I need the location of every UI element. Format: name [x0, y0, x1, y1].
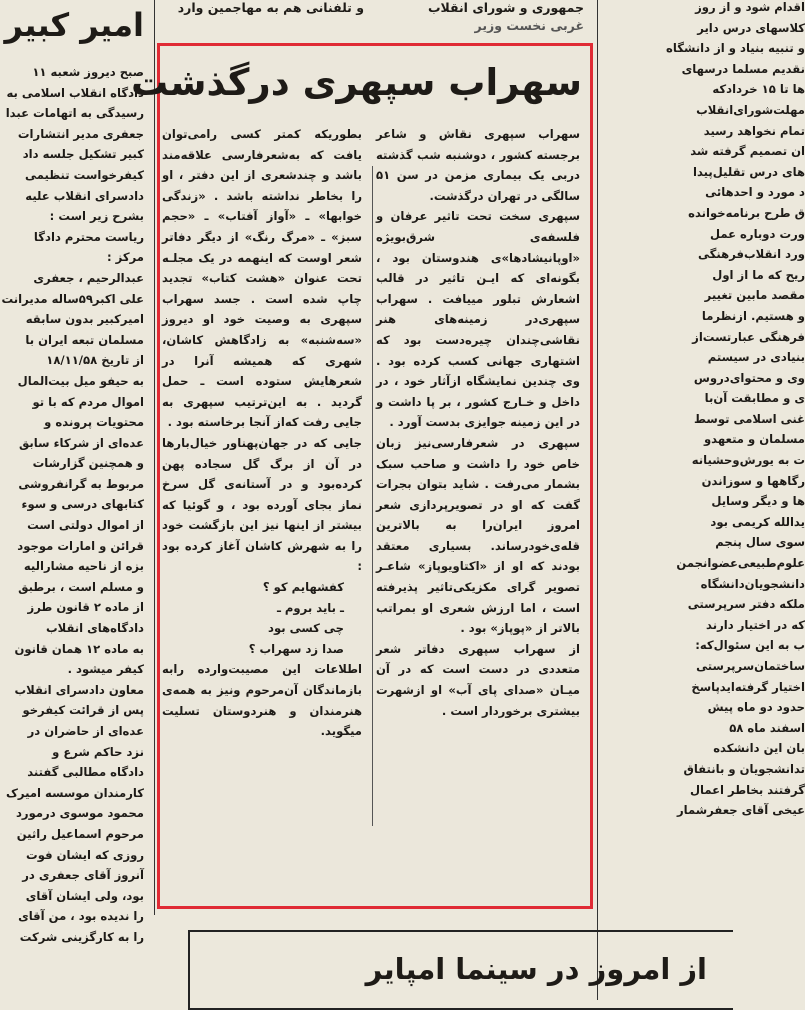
left-column-line: به حیفو میل بیت‌المال: [17, 373, 144, 388]
top-strip-line2: و تلفنانی هم به مهاجمین وارد: [177, 0, 364, 15]
article-headline: سهراب سپهری درگذشت: [130, 61, 582, 104]
right-column-line: عیخی آقای جعفرشمار: [676, 803, 805, 818]
right-column-line: دانشجویان‌دانشگاه: [700, 576, 805, 591]
right-column-line: ها تا ۱۵ خردادکه: [712, 82, 805, 97]
left-column-line: عده‌ای از حاضران در: [27, 724, 144, 738]
right-column-line: ریح که ما از اول: [712, 267, 805, 282]
right-column-line: وی و محتوای‌دروس: [693, 370, 805, 385]
right-column-line: فرهنگی عبارتست‌از: [692, 329, 805, 344]
left-column-line: عبدالرحیم ، جعفری: [33, 270, 144, 285]
cinema-ad-text: از امروز در سینما امپایر: [365, 952, 707, 986]
right-column-line: ساختمان‌سرپرستی: [696, 659, 805, 673]
left-column-line: محتویات پرونده و: [44, 415, 144, 430]
right-column-line: علوم‌طبیعی‌عضو‌انجمن: [676, 556, 805, 571]
left-column-line: کتابهای درسی و سوء: [21, 497, 144, 512]
left-column-line: به ماده ۱۲ همان قانون: [14, 641, 144, 656]
top-strip-line1: جمهوری و شورای انقلاب: [427, 0, 584, 15]
right-column-line: تمام نخواهد رسید: [703, 123, 805, 138]
left-column-line: را ندیده بود ، من آقای: [18, 909, 144, 924]
left-column-line: امیرکبیر بدون سابقه: [25, 312, 144, 327]
left-column-line: دادسرای انقلاب علیه: [25, 188, 144, 203]
left-column-line: مرحوم اسماعیل راثین: [16, 826, 144, 841]
right-column-line: اسفند ماه ۵۸: [729, 720, 805, 735]
right-column-line: ت به یورش‌وحشیانه: [691, 453, 805, 468]
cinema-ad: [188, 930, 733, 1010]
left-column-body: [0, 62, 144, 948]
article-paragraph: سهراب سپهری نقاش و شاعر برجسته کشور ، دوشنبه شب گذشته دربی یک بیماری مزمن در سن ۵۱ سالگی در تهران درگذشت.: [376, 127, 580, 203]
left-column-line: از اموال دولتی است: [27, 518, 144, 533]
right-column-line: رگاهها و سوزاندن: [701, 473, 805, 488]
left-column-line: ریاست محترم دادگا: [33, 229, 144, 244]
left-column-line: اموال مردم که با تو: [32, 394, 144, 409]
left-column: [0, 0, 150, 1000]
article-paragraph: از سهراب سپهری دفاتر شعر متعددی در دست است که در آن میـان «صدای پای آب» او ازشهرت بیشتری برخوردار است .: [376, 641, 580, 718]
right-column-line: یدالله کریمی بود: [710, 514, 805, 529]
left-column-line: عده‌ای از شرکاء سابق: [18, 435, 144, 450]
featured-article: [130, 43, 593, 909]
article-paragraph: سپهری در شعرفارسی‌نیز زبان خاص خود را داشت و صاحب سبک بشمار می‌رفت . شاید بتوان بجرات گفت که او در تصویر‌پردازی شعر امروز ایران‌را به بالاترین قله‌ی‌خود‌رساند. بسیاری معتقد بودند که او از «اکتاویوپاز» شاعـر تصویر گرای مکزیکی‌تاثیر پذیرفته است ، اما ارزش شعری او بمراتب بالاتر از «پوپاز» بود .: [376, 435, 580, 636]
left-column-line: کیفر میشود .: [67, 662, 144, 677]
left-column-line: کیفرخواست تنظیمی: [25, 167, 144, 182]
right-column-line: سوی سال پنجم: [715, 535, 805, 550]
left-column-line: مرکز :: [106, 250, 144, 265]
top-strip-line3: غربی نخست وزیر: [474, 18, 584, 33]
right-column-line: های درس تقلیل‌پیدا: [693, 164, 805, 179]
left-column-line: بزه از ناحیه مشارالیه: [23, 559, 144, 574]
article-column-left: [162, 124, 362, 742]
right-column: [599, 0, 805, 1000]
article-column-rule: [372, 166, 373, 826]
article-closing-note: اطلاعات این مصیبت‌وارده رابه بازماندگان آن‌مرحوم ونیز به همه‌ی هنرمندان و هنردوستان تسلیت میگوید.: [162, 662, 362, 739]
right-column-line: و تنبیه بنیاد و از دانشگاه: [666, 41, 805, 56]
right-column-line: ان تصمیم گرفته شد: [690, 144, 805, 159]
poem-line: چی کسی بود: [268, 621, 344, 636]
left-column-line: جعفری مدیر انتشارات: [17, 126, 144, 141]
article-paragraph: سپهری سخت تحت تاثیر عرفان و فلسفه‌ی شرق‌بویژه «اوپانیشادها»ی هندوستان بود ، بگونه‌ای که ایـن تاثیر در قالب اشعارش تبلور مییافت . سهراب سپهری‌در زمینه‌های هنر نقاشی‌چندان چیره‌دست بود که اشتهاری جهانی کسب کرده بود . وی چندین نمایشگاه ازآثار خود ، در داخل و خـارج کشور ، بر پا داشت و در این زمینه جوایزی بدست آورد .: [376, 209, 580, 430]
right-column-line: ورد انقلاب‌فرهنگی: [697, 247, 805, 262]
poem-line: صدا زد سهراب ؟: [248, 641, 344, 656]
right-column-line: ها و دیگر وسایل: [711, 494, 805, 509]
left-column-line: بود، ولی ایشان آقای: [25, 888, 144, 903]
left-column-line: آنروز آقای جعفری در: [22, 868, 144, 883]
right-column-line: ملکه دفتر سرپرستی: [687, 597, 805, 612]
right-column-line: و هستیم. ازنظرما: [701, 308, 805, 323]
poem-line: ـ باید بروم ـ: [276, 600, 344, 615]
left-column-line: کبیر تشکیل جلسه داد: [22, 147, 144, 162]
right-column-line: ق طرح برنامه‌خوانده: [688, 205, 805, 220]
left-column-line: نزد حاکم شرع و: [52, 744, 144, 759]
left-column-line: از تاریخ ۱۸/۱۱/۵۸: [46, 353, 144, 368]
right-column-line: که در اختیار دارند: [706, 617, 805, 632]
left-column-line: روزی که ایشان فوت: [26, 847, 144, 862]
left-column-line: دادگاه‌های انقلاب: [46, 621, 144, 636]
left-column-line: رسیدگی به اتهامات عبدا: [5, 106, 144, 121]
left-column-line: صبح دیروز شعبه ۱۱: [32, 65, 144, 79]
article-paragraph: جایی که در جهان‌پهناور خیال‌بارها در آن از برگ گل سجاده پهن کرده‌بود و در آستانه‌ی گل سرخ نماز بجای آورده بود ، و گوئیا که بیشتر از اینها نیز این بازگشت خود را به شهرش کاشان آغاز کرده بود :: [162, 435, 362, 574]
column-divider-right: [597, 0, 598, 1000]
left-column-line: کارمندان موسسه امیرک: [6, 785, 144, 800]
right-column-line: گرفتند بخاطر اعمال: [689, 782, 805, 797]
left-column-line: پس از قرائت کیفرخو: [22, 703, 144, 718]
left-column-line: محمود موسوی درمورد: [15, 806, 144, 821]
poem-line: کفشهایم کو ؟: [262, 580, 344, 595]
article-paragraph: بطوریکه کمتر کسی را‌می‌توان یافت که به‌شعرفارسی علاقه‌مند باشد و چندشعری از این دفتر ، او را بخاطر نداشته باشد . «زندگی خوابها» ـ «آواز آفتاب» ـ «حجم سبز» ـ «مرگ رنگ» از دیگر دفاتر شعر اوست که اینهمه در یک مجلـه تحت عنوان «هشت کتاب» تجدید چاپ شده است . جسد سهراب سپهری به وصیت خود او دیروز «سه‌شنبه» به زادگاهش کاشان، شهری که همیشه آنرا در شعرهایش ستوده است ـ حمل گردید . به این‌ترتیب سپهری به جایی رفت که‌از آنجا برخاسته بود .: [162, 127, 362, 430]
left-column-line: و مسلم است ، برطبق: [18, 579, 144, 594]
article-column-right: [376, 124, 580, 721]
right-column-body: [605, 0, 805, 821]
right-column-line: مقصد مابین تغییر: [704, 288, 805, 303]
left-column-title: امیر کبیر: [4, 6, 144, 44]
right-column-line: بان این دانشکده: [713, 741, 805, 756]
right-column-line: بنیادی در سیستم: [707, 350, 805, 365]
right-column-line: اختیار گرفته‌اید‌پاسخ: [691, 679, 805, 694]
left-column-line: و همچنین گزارشات: [32, 456, 144, 471]
right-column-line: ی و مطابقت آن‌با: [704, 391, 805, 406]
right-column-line: ورت دوباره عمل: [709, 226, 805, 241]
column-divider-left: [154, 0, 155, 915]
left-column-line: بشرح زیر است :: [49, 209, 144, 224]
top-strip: [156, 0, 596, 40]
left-column-line: مربوط به گرانفروشی: [18, 476, 144, 491]
right-column-line: غنی اسلامی توسط: [694, 411, 805, 426]
left-column-line: دادگاه انقلاب اسلامی به: [6, 85, 144, 100]
left-column-line: معاون دادسرای انقلاب: [14, 682, 144, 697]
left-column-line: را به کارگزینی شرکت: [19, 929, 144, 944]
left-column-line: مسلمان تبعه ایران با: [25, 332, 144, 347]
article-poem: [162, 577, 362, 659]
right-column-line: کلاسهای درس دایر: [697, 20, 805, 35]
right-column-line: نقدیم مسلما درسهای: [681, 61, 805, 76]
right-column-line: د مورد و احدهائی: [705, 185, 805, 200]
left-column-line: قرائن و امارات موجود: [17, 538, 144, 553]
left-column-line: از ماده ۲ قانون طرز: [27, 600, 144, 615]
right-column-line: مهلت‌شورای‌انقلاب: [696, 102, 805, 117]
right-column-line: حدود دو ماه پیش: [707, 700, 805, 715]
right-column-line: مسلمان و متعهدو: [703, 432, 805, 447]
right-column-line: ب به این سئوال‌که:: [695, 638, 805, 653]
left-column-line: علی اکبر۵۹ساله مدیرانت: [1, 291, 144, 306]
left-column-line: دادگاه مطالبی گفتند: [27, 765, 144, 780]
right-column-line: اقدام شود و از روز: [695, 0, 805, 14]
right-column-line: تدانشجویان و بانتفاق: [683, 761, 805, 776]
